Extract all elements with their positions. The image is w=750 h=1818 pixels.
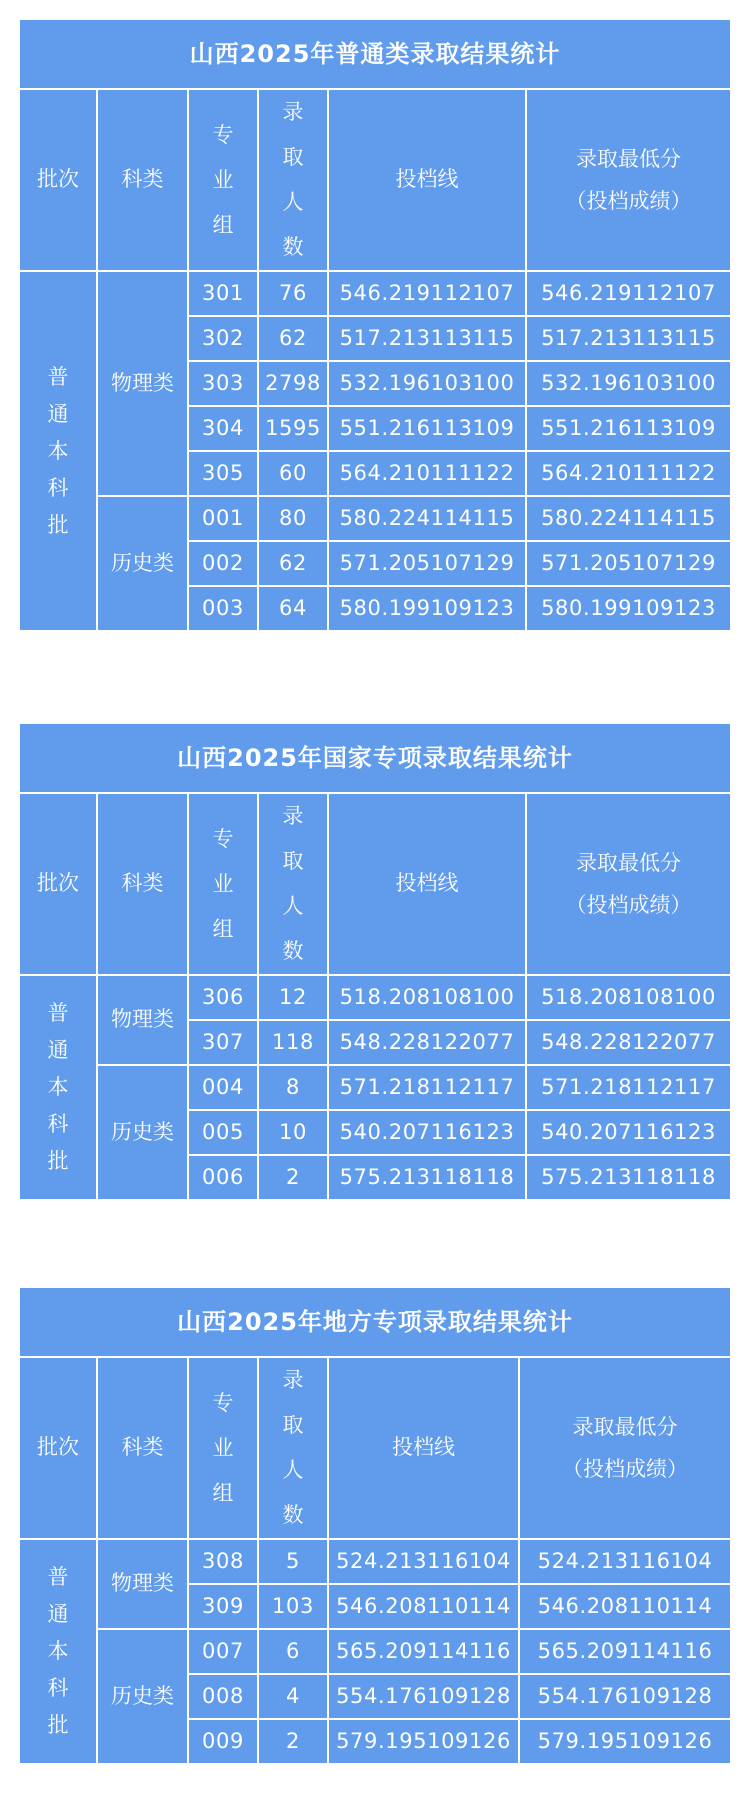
header-batch: 批次 (20, 1357, 97, 1539)
batch-cell: 普 通 本 科 批 (20, 271, 97, 631)
group-cell: 006 (188, 1155, 258, 1200)
header-subject: 科类 (97, 793, 188, 975)
lowest-cell: 524.213116104 (519, 1539, 730, 1584)
line-cell: 580.224114115 (328, 496, 526, 541)
subject-history: 历史类 (97, 1629, 188, 1764)
line-cell: 524.213116104 (328, 1539, 519, 1584)
lowest-cell: 546.219112107 (526, 271, 730, 316)
line-cell: 554.176109128 (328, 1674, 519, 1719)
group-cell: 303 (188, 361, 258, 406)
header-major-group: 专 业 组 (188, 89, 258, 271)
header-batch: 批次 (20, 89, 97, 271)
line-cell: 565.209114116 (328, 1629, 519, 1674)
count-cell: 5 (258, 1539, 328, 1584)
header-lowest-score: 录取最低分 （投档成绩） (526, 793, 730, 975)
line-cell: 546.219112107 (328, 271, 526, 316)
group-cell: 009 (188, 1719, 258, 1764)
admission-table-national-special (20, 724, 730, 1201)
count-cell: 2 (258, 1719, 328, 1764)
table-title: 山西2025年地方专项录取结果统计 (20, 1288, 730, 1357)
count-cell: 12 (258, 975, 328, 1020)
group-cell: 309 (188, 1584, 258, 1629)
table-row (20, 1629, 730, 1674)
count-cell: 62 (258, 541, 328, 586)
count-cell: 76 (258, 271, 328, 316)
subject-history: 历史类 (97, 496, 188, 631)
lowest-cell: 532.196103100 (526, 361, 730, 406)
table-row (20, 1539, 730, 1584)
header-batch: 批次 (20, 793, 97, 975)
count-cell: 118 (258, 1020, 328, 1065)
table-title: 山西2025年国家专项录取结果统计 (20, 724, 730, 793)
table-title: 山西2025年普通类录取结果统计 (20, 20, 730, 89)
lowest-cell: 565.209114116 (519, 1629, 730, 1674)
header-admitted-count: 录 取 人 数 (258, 89, 328, 271)
line-cell: 564.210111122 (328, 451, 526, 496)
header-subject: 科类 (97, 1357, 188, 1539)
lowest-cell: 564.210111122 (526, 451, 730, 496)
line-cell: 571.218112117 (328, 1065, 526, 1110)
count-cell: 2798 (258, 361, 328, 406)
lowest-cell: 546.208110114 (519, 1584, 730, 1629)
group-cell: 306 (188, 975, 258, 1020)
batch-cell: 普 通 本 科 批 (20, 1539, 97, 1764)
lowest-cell: 580.224114115 (526, 496, 730, 541)
header-admitted-count: 录 取 人 数 (258, 1357, 328, 1539)
count-cell: 2 (258, 1155, 328, 1200)
count-cell: 4 (258, 1674, 328, 1719)
line-cell: 579.195109126 (328, 1719, 519, 1764)
count-cell: 62 (258, 316, 328, 361)
subject-physics: 物理类 (97, 1539, 188, 1629)
line-cell: 518.208108100 (328, 975, 526, 1020)
admission-table-local-special (20, 1288, 730, 1765)
lowest-cell: 554.176109128 (519, 1674, 730, 1719)
count-cell: 8 (258, 1065, 328, 1110)
line-cell: 571.205107129 (328, 541, 526, 586)
lowest-cell: 580.199109123 (526, 586, 730, 631)
count-cell: 6 (258, 1629, 328, 1674)
line-cell: 548.228122077 (328, 1020, 526, 1065)
subject-physics: 物理类 (97, 975, 188, 1065)
line-cell: 575.213118118 (328, 1155, 526, 1200)
count-cell: 1595 (258, 406, 328, 451)
subject-history: 历史类 (97, 1065, 188, 1200)
header-lowest-score: 录取最低分 （投档成绩） (526, 89, 730, 271)
group-cell: 004 (188, 1065, 258, 1110)
header-admitted-count: 录 取 人 数 (258, 793, 328, 975)
group-cell: 005 (188, 1110, 258, 1155)
line-cell: 580.199109123 (328, 586, 526, 631)
count-cell: 103 (258, 1584, 328, 1629)
admission-table-regular (20, 20, 730, 632)
lowest-cell: 571.205107129 (526, 541, 730, 586)
header-filing-line: 投档线 (328, 1357, 519, 1539)
batch-cell: 普 通 本 科 批 (20, 975, 97, 1200)
lowest-cell: 579.195109126 (519, 1719, 730, 1764)
line-cell: 540.207116123 (328, 1110, 526, 1155)
subject-physics: 物理类 (97, 271, 188, 496)
group-cell: 001 (188, 496, 258, 541)
group-cell: 304 (188, 406, 258, 451)
count-cell: 64 (258, 586, 328, 631)
count-cell: 60 (258, 451, 328, 496)
lowest-cell: 575.213118118 (526, 1155, 730, 1200)
header-filing-line: 投档线 (328, 89, 526, 271)
lowest-cell: 517.213113115 (526, 316, 730, 361)
table-row (20, 496, 730, 541)
group-cell: 308 (188, 1539, 258, 1584)
lowest-cell: 551.216113109 (526, 406, 730, 451)
group-cell: 301 (188, 271, 258, 316)
table-row (20, 271, 730, 316)
line-cell: 546.208110114 (328, 1584, 519, 1629)
count-cell: 10 (258, 1110, 328, 1155)
lowest-cell: 548.228122077 (526, 1020, 730, 1065)
header-major-group: 专 业 组 (188, 1357, 258, 1539)
table-row (20, 975, 730, 1020)
group-cell: 007 (188, 1629, 258, 1674)
header-major-group: 专 业 组 (188, 793, 258, 975)
header-subject: 科类 (97, 89, 188, 271)
group-cell: 302 (188, 316, 258, 361)
lowest-cell: 540.207116123 (526, 1110, 730, 1155)
table-row (20, 1065, 730, 1110)
line-cell: 517.213113115 (328, 316, 526, 361)
group-cell: 305 (188, 451, 258, 496)
header-filing-line: 投档线 (328, 793, 526, 975)
lowest-cell: 518.208108100 (526, 975, 730, 1020)
group-cell: 008 (188, 1674, 258, 1719)
count-cell: 80 (258, 496, 328, 541)
line-cell: 551.216113109 (328, 406, 526, 451)
line-cell: 532.196103100 (328, 361, 526, 406)
group-cell: 307 (188, 1020, 258, 1065)
lowest-cell: 571.218112117 (526, 1065, 730, 1110)
group-cell: 003 (188, 586, 258, 631)
header-lowest-score: 录取最低分 （投档成绩） (519, 1357, 730, 1539)
group-cell: 002 (188, 541, 258, 586)
